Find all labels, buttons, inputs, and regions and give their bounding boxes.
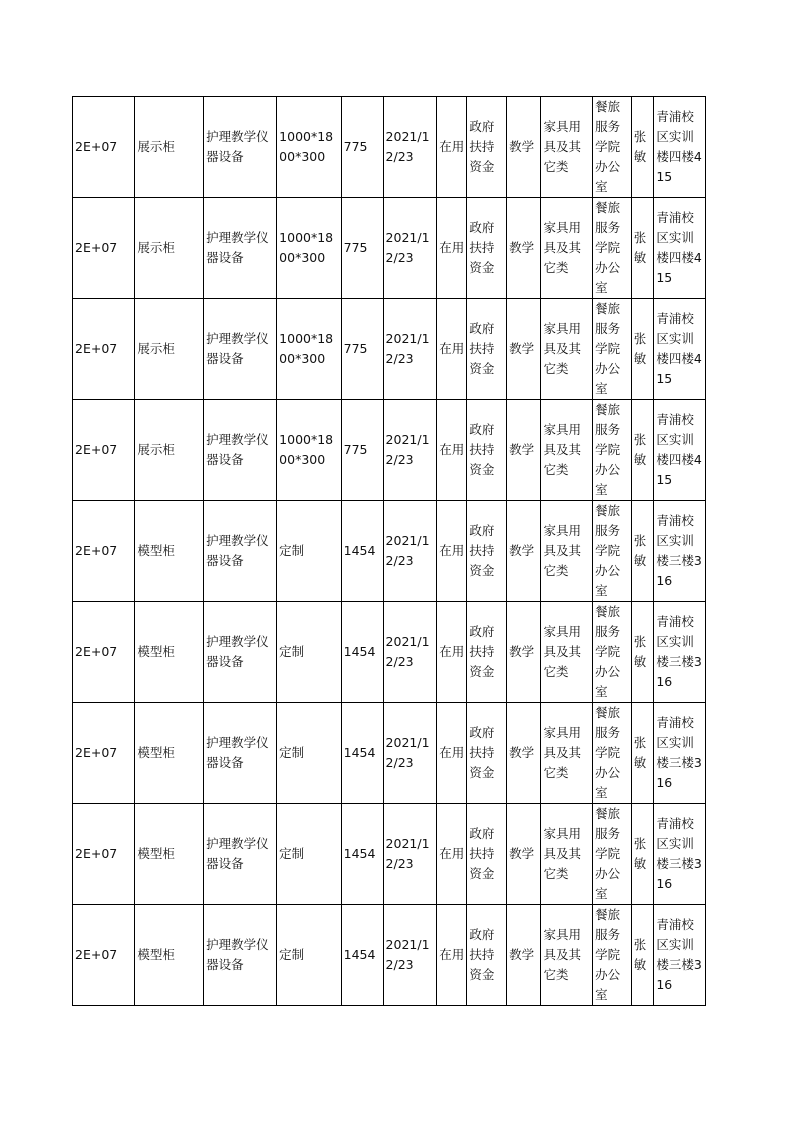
usage-cell: 教学	[507, 198, 541, 299]
asset-id-cell: 2E+07	[73, 400, 135, 501]
price-cell: 775	[341, 198, 383, 299]
asset-type-cell: 家具用具及其它类	[541, 602, 593, 703]
custodian-cell: 张敏	[631, 400, 654, 501]
status-cell: 在用	[437, 703, 467, 804]
table-row	[73, 198, 706, 299]
department-cell: 餐旅服务学院办公室	[593, 602, 632, 703]
price-cell: 775	[341, 400, 383, 501]
purchase-date-cell: 2021/12/23	[383, 97, 437, 198]
spec-cell: 1000*1800*300	[277, 97, 341, 198]
usage-cell: 教学	[507, 97, 541, 198]
department-cell: 餐旅服务学院办公室	[593, 905, 632, 1006]
table-row	[73, 804, 706, 905]
custodian-cell: 张敏	[631, 198, 654, 299]
funding-source-cell: 政府扶持资金	[467, 299, 507, 400]
price-cell: 1454	[341, 804, 383, 905]
custodian-cell: 张敏	[631, 97, 654, 198]
purchase-date-cell: 2021/12/23	[383, 703, 437, 804]
spec-cell: 定制	[277, 804, 341, 905]
funding-source-cell: 政府扶持资金	[467, 400, 507, 501]
asset-type-cell: 家具用具及其它类	[541, 804, 593, 905]
usage-cell: 教学	[507, 400, 541, 501]
table-row	[73, 905, 706, 1006]
status-cell: 在用	[437, 400, 467, 501]
purchase-date-cell: 2021/12/23	[383, 400, 437, 501]
price-cell: 1454	[341, 703, 383, 804]
price-cell: 775	[341, 97, 383, 198]
usage-cell: 教学	[507, 703, 541, 804]
asset-id-cell: 2E+07	[73, 501, 135, 602]
asset-name-cell: 模型柜	[135, 804, 204, 905]
asset-id-cell: 2E+07	[73, 97, 135, 198]
spec-cell: 1000*1800*300	[277, 198, 341, 299]
asset-id-cell: 2E+07	[73, 905, 135, 1006]
table-row	[73, 299, 706, 400]
spec-cell: 定制	[277, 501, 341, 602]
funding-source-cell: 政府扶持资金	[467, 905, 507, 1006]
custodian-cell: 张敏	[631, 804, 654, 905]
spec-cell: 1000*1800*300	[277, 400, 341, 501]
asset-id-cell: 2E+07	[73, 299, 135, 400]
location-cell: 青浦校区实训楼四楼415	[654, 400, 706, 501]
usage-cell: 教学	[507, 905, 541, 1006]
asset-name-cell: 展示柜	[135, 198, 204, 299]
department-cell: 餐旅服务学院办公室	[593, 97, 632, 198]
purchase-date-cell: 2021/12/23	[383, 804, 437, 905]
custodian-cell: 张敏	[631, 905, 654, 1006]
category-cell: 护理教学仪器设备	[204, 97, 277, 198]
category-cell: 护理教学仪器设备	[204, 299, 277, 400]
usage-cell: 教学	[507, 299, 541, 400]
location-cell: 青浦校区实训楼三楼316	[654, 703, 706, 804]
category-cell: 护理教学仪器设备	[204, 400, 277, 501]
asset-name-cell: 模型柜	[135, 602, 204, 703]
table-row	[73, 97, 706, 198]
asset-table-body	[73, 97, 706, 1006]
purchase-date-cell: 2021/12/23	[383, 299, 437, 400]
funding-source-cell: 政府扶持资金	[467, 602, 507, 703]
location-cell: 青浦校区实训楼三楼316	[654, 804, 706, 905]
table-row	[73, 602, 706, 703]
department-cell: 餐旅服务学院办公室	[593, 804, 632, 905]
location-cell: 青浦校区实训楼三楼316	[654, 905, 706, 1006]
asset-id-cell: 2E+07	[73, 198, 135, 299]
spec-cell: 定制	[277, 602, 341, 703]
category-cell: 护理教学仪器设备	[204, 501, 277, 602]
purchase-date-cell: 2021/12/23	[383, 198, 437, 299]
purchase-date-cell: 2021/12/23	[383, 905, 437, 1006]
status-cell: 在用	[437, 905, 467, 1006]
price-cell: 1454	[341, 501, 383, 602]
usage-cell: 教学	[507, 804, 541, 905]
asset-name-cell: 模型柜	[135, 905, 204, 1006]
funding-source-cell: 政府扶持资金	[467, 97, 507, 198]
asset-name-cell: 展示柜	[135, 400, 204, 501]
asset-id-cell: 2E+07	[73, 602, 135, 703]
asset-table	[72, 96, 706, 1006]
table-row	[73, 501, 706, 602]
status-cell: 在用	[437, 804, 467, 905]
asset-name-cell: 展示柜	[135, 97, 204, 198]
asset-type-cell: 家具用具及其它类	[541, 400, 593, 501]
spec-cell: 定制	[277, 905, 341, 1006]
asset-type-cell: 家具用具及其它类	[541, 501, 593, 602]
custodian-cell: 张敏	[631, 602, 654, 703]
spec-cell: 1000*1800*300	[277, 299, 341, 400]
funding-source-cell: 政府扶持资金	[467, 198, 507, 299]
asset-id-cell: 2E+07	[73, 703, 135, 804]
usage-cell: 教学	[507, 602, 541, 703]
status-cell: 在用	[437, 97, 467, 198]
funding-source-cell: 政府扶持资金	[467, 703, 507, 804]
table-row	[73, 400, 706, 501]
asset-name-cell: 模型柜	[135, 703, 204, 804]
spec-cell: 定制	[277, 703, 341, 804]
location-cell: 青浦校区实训楼四楼415	[654, 299, 706, 400]
asset-type-cell: 家具用具及其它类	[541, 198, 593, 299]
purchase-date-cell: 2021/12/23	[383, 602, 437, 703]
location-cell: 青浦校区实训楼三楼316	[654, 501, 706, 602]
custodian-cell: 张敏	[631, 299, 654, 400]
asset-name-cell: 展示柜	[135, 299, 204, 400]
custodian-cell: 张敏	[631, 703, 654, 804]
custodian-cell: 张敏	[631, 501, 654, 602]
location-cell: 青浦校区实训楼四楼415	[654, 198, 706, 299]
category-cell: 护理教学仪器设备	[204, 703, 277, 804]
funding-source-cell: 政府扶持资金	[467, 501, 507, 602]
status-cell: 在用	[437, 501, 467, 602]
table-row	[73, 703, 706, 804]
purchase-date-cell: 2021/12/23	[383, 501, 437, 602]
price-cell: 1454	[341, 905, 383, 1006]
asset-type-cell: 家具用具及其它类	[541, 905, 593, 1006]
department-cell: 餐旅服务学院办公室	[593, 400, 632, 501]
asset-type-cell: 家具用具及其它类	[541, 703, 593, 804]
category-cell: 护理教学仪器设备	[204, 602, 277, 703]
category-cell: 护理教学仪器设备	[204, 905, 277, 1006]
funding-source-cell: 政府扶持资金	[467, 804, 507, 905]
status-cell: 在用	[437, 602, 467, 703]
department-cell: 餐旅服务学院办公室	[593, 299, 632, 400]
department-cell: 餐旅服务学院办公室	[593, 198, 632, 299]
category-cell: 护理教学仪器设备	[204, 804, 277, 905]
price-cell: 1454	[341, 602, 383, 703]
location-cell: 青浦校区实训楼三楼316	[654, 602, 706, 703]
department-cell: 餐旅服务学院办公室	[593, 703, 632, 804]
price-cell: 775	[341, 299, 383, 400]
category-cell: 护理教学仪器设备	[204, 198, 277, 299]
asset-type-cell: 家具用具及其它类	[541, 299, 593, 400]
department-cell: 餐旅服务学院办公室	[593, 501, 632, 602]
asset-id-cell: 2E+07	[73, 804, 135, 905]
status-cell: 在用	[437, 198, 467, 299]
asset-name-cell: 模型柜	[135, 501, 204, 602]
status-cell: 在用	[437, 299, 467, 400]
location-cell: 青浦校区实训楼四楼415	[654, 97, 706, 198]
asset-type-cell: 家具用具及其它类	[541, 97, 593, 198]
usage-cell: 教学	[507, 501, 541, 602]
